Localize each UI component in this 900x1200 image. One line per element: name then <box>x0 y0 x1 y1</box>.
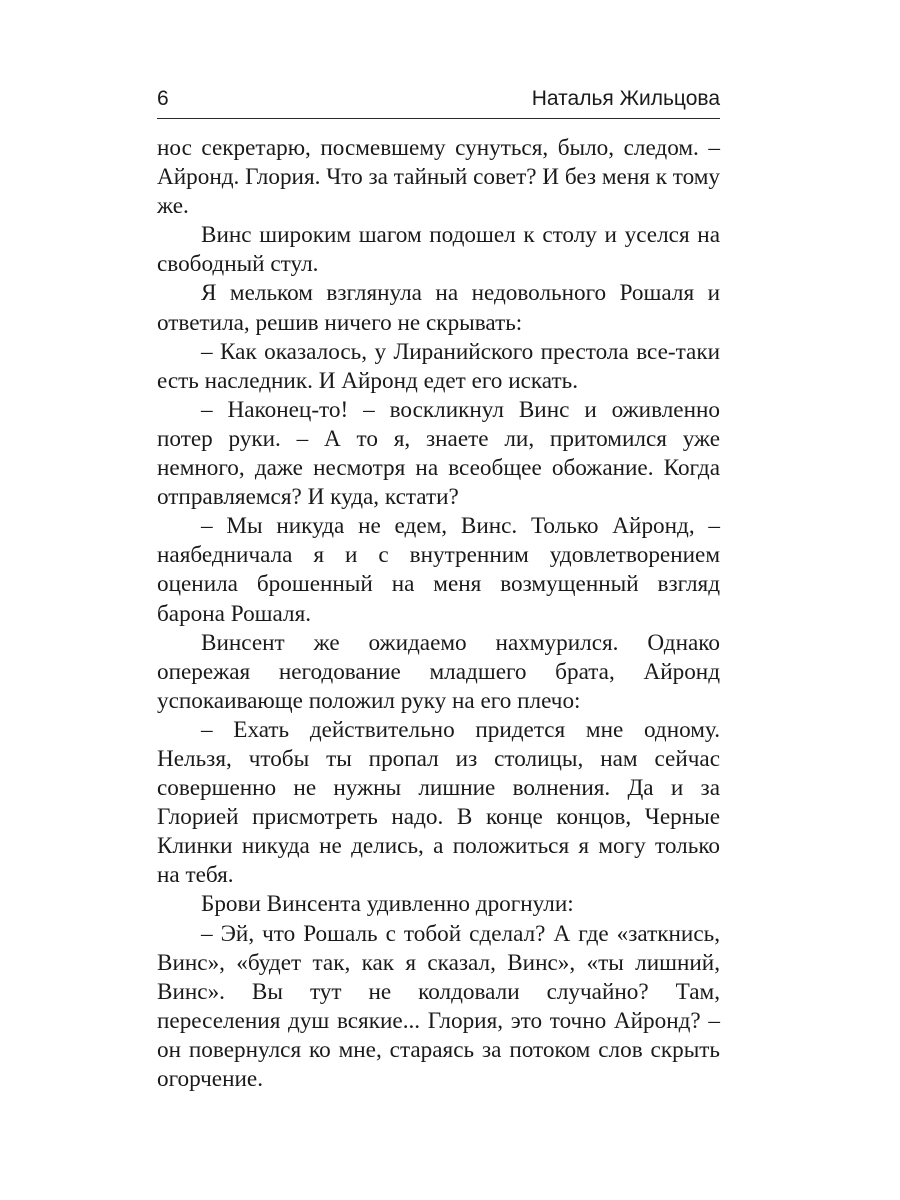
paragraph: – Наконец-то! – воскликнул Винс и оживленно потер руки. – А то я, знаете ли, притомился уже немного, даже несмотря на всеобщее обожание. Когда отправляемся? И куда, кстати? <box>157 396 720 511</box>
paragraph: Я мельком взглянула на недовольного Рошаля и ответила, решив ничего не скрывать: <box>157 280 720 336</box>
paragraph: – Мы никуда не едем, Винс. Только Айронд, – наябедничала я и с внутренним удовлетворением оценила брошенный на меня возмущенный взгляд барона Рошаля. <box>157 513 720 627</box>
paragraph: нос секретарю, посмевшему сунуться, было, следом. – Айронд. Глория. Что за тайный совет? И без меня к тому же. <box>157 135 720 220</box>
body-text <box>157 134 720 1094</box>
paragraph: – Ехать действительно придется мне одному. Нельзя, чтобы ты пропал из столицы, нам сейчас совершенно не нужны лишние волнения. Да и за Глорией присмотреть надо. В конце концов, Черные Клинки никуда не делись, а положиться я могу только на тебя. <box>157 716 720 889</box>
paragraph: Брови Винсента удивленно дрогнули: <box>201 891 574 918</box>
page-number: 6 <box>157 87 169 110</box>
author-name: Наталья Жильцова <box>531 87 720 110</box>
paragraph: – Как оказалось, у Лиранийского престола все-таки есть наследник. И Айронд едет его искать. <box>157 338 720 394</box>
paragraph: – Эй, что Рошаль с тобой сделал? А где «заткнись, Винс», «будет так, как я сказал, Винс», «ты лишний, Винс». Вы тут не колдовали случайно? Там, переселения душ всякие... Глория, это точно Айронд? – он повернулся ко мне, стараясь за потоком слов скрыть огорчение. <box>157 920 720 1092</box>
paragraph: Винсент же ожидаемо нахмурился. Однако опережая негодование младшего брата, Айронд успокаивающе положил руку на его плечо: <box>157 629 720 714</box>
paragraph: Винс широким шагом подошел к столу и уселся на свободный стул. <box>157 222 720 278</box>
running-header <box>157 84 720 119</box>
